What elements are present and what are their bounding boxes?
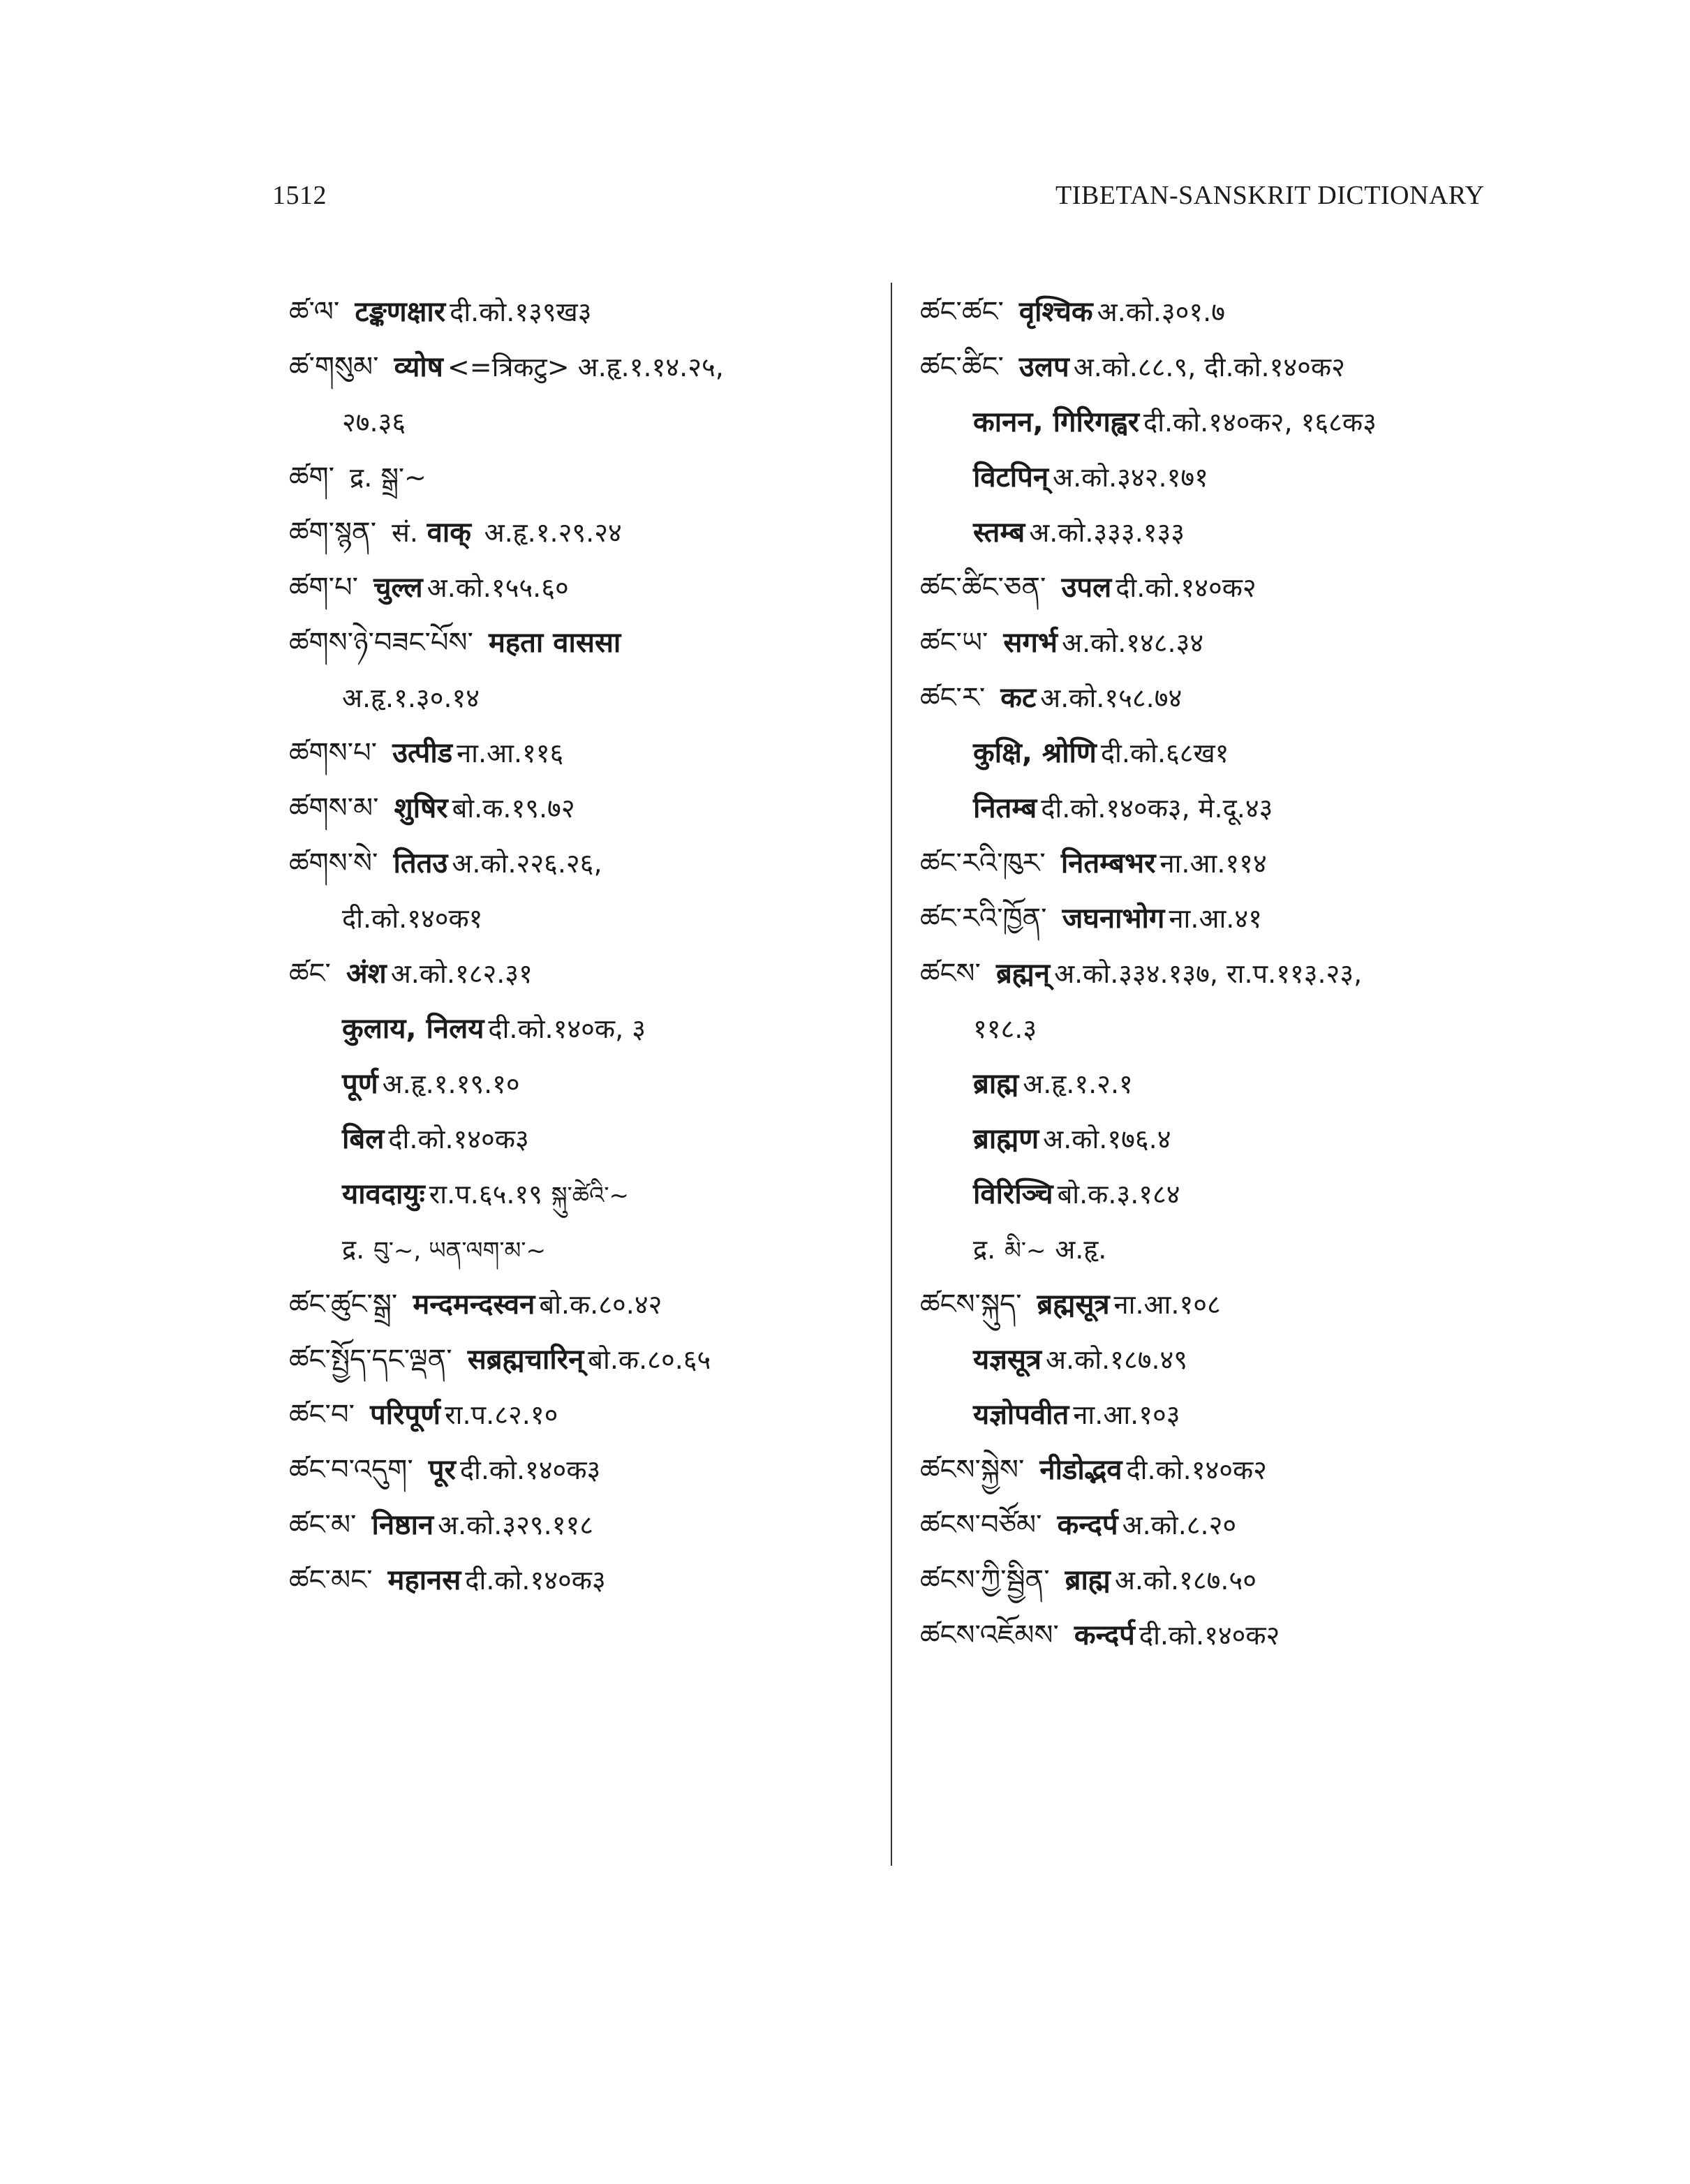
sanskrit-equivalent: कानन, गिरिगह्वर [973, 406, 1140, 438]
source-reference: अ.को.१५८.७४ [1040, 683, 1183, 713]
entry-continuation [920, 1332, 1534, 1388]
entry-continuation [289, 1002, 861, 1057]
entry-continuation [289, 1222, 861, 1277]
tibetan-headword: ཚང་རའི་ཁྱོན་ [920, 902, 1047, 935]
entry-continuation [920, 1388, 1534, 1443]
left-column [289, 285, 861, 1608]
sanskrit-equivalent: नितम्बभर [1060, 847, 1156, 879]
entry-continuation [920, 1112, 1534, 1167]
dictionary-entry [289, 285, 861, 340]
tibetan-headword: ཚང་ཚིང་ཅན་ [920, 572, 1046, 604]
tibetan-headword: ཚགས་མ་ [289, 792, 379, 824]
entry-continuation [920, 1222, 1534, 1277]
sanskrit-equivalent: कन्दर्प [1074, 1619, 1135, 1651]
sanskrit-equivalent: पूर्ण [342, 1068, 378, 1100]
sanskrit-equivalent: कन्दर्प [1057, 1509, 1118, 1541]
entry-continuation [920, 726, 1534, 781]
dictionary-entry [920, 671, 1534, 726]
source-reference: अ.को.३३४.१३७, रा.प.११३.२३, [1054, 958, 1363, 989]
page-number: 1512 [272, 181, 327, 210]
sanskrit-equivalent: सब्रह्मचारिन् [467, 1344, 584, 1376]
sanskrit-equivalent: महता वाससा [488, 627, 621, 659]
source-reference: दी.को.१४०क२ [1139, 1620, 1280, 1651]
tibetan-headword: ཚང་ཡ་ [920, 627, 988, 659]
sanskrit-equivalent: कुक्षि, श्रोणि [973, 737, 1097, 769]
tibetan-headword: ཚངས་སྐྱེས་ [920, 1454, 1025, 1486]
tibetan-headword: ཚག་ [289, 461, 335, 493]
dictionary-entry [920, 836, 1534, 891]
dictionary-entry [920, 1443, 1534, 1498]
sanskrit-equivalent: विरिञ्चि [973, 1178, 1053, 1210]
source-reference: अ.को.३०१.७ [1097, 297, 1225, 327]
entry-continuation [920, 450, 1534, 505]
entry-continuation [289, 1112, 861, 1167]
sanskrit-equivalent: मन्दमन्दस्वन [413, 1288, 535, 1321]
source-reference: अ.को.८.२० [1122, 1510, 1237, 1540]
source-reference: द्र. སྒྲ་~ [350, 462, 427, 493]
sanskrit-equivalent: व्योष [394, 351, 443, 383]
sanskrit-equivalent: उपल [1061, 572, 1112, 604]
source-reference: बो.क.१९.७२ [452, 793, 575, 824]
entry-continuation [289, 1167, 861, 1222]
dictionary-entry [289, 505, 861, 560]
source-reference: अ.को.८८.९, दी.को.१४०क२ [1073, 352, 1345, 382]
entry-continuation [920, 505, 1534, 560]
sanskrit-equivalent: उत्पीड [392, 737, 453, 769]
tibetan-headword: ཚངས་ཀྱི་སྦྱིན་ [920, 1564, 1050, 1596]
entry-continuation [920, 1002, 1534, 1057]
sanskrit-equivalent: निष्ठान [371, 1509, 434, 1541]
tibetan-headword: ཚག་པ་ [289, 572, 359, 604]
source-reference: अ.को.१८७.५० [1114, 1565, 1257, 1596]
entry-continuation [920, 781, 1534, 836]
source-reference: ११८.३ [973, 1013, 1037, 1044]
source-reference: अ.को.३४२.१७१ [1053, 462, 1208, 493]
source-reference: दी.को.६८ख१ [1100, 738, 1229, 768]
dictionary-entry [920, 891, 1534, 946]
sanskrit-equivalent: ब्राह्म [973, 1068, 1019, 1100]
dictionary-entry [920, 1553, 1534, 1608]
source-reference: दी.को.१४०क२, १६८क३ [1143, 407, 1377, 438]
source-reference: दी.को.१४०क१ [342, 903, 483, 934]
source-reference: ना.आ.११६ [457, 738, 564, 768]
sanskrit-equivalent: चुल्ल [373, 572, 423, 604]
sanskrit-equivalent: कट [1000, 682, 1037, 714]
tibetan-headword: ཚང་ཚིང་ [920, 351, 1004, 383]
source-reference: अ.को.१७६.४ [1043, 1124, 1171, 1154]
sanskrit-equivalent: वृश्चिक [1018, 296, 1093, 328]
dictionary-entry [289, 340, 861, 395]
tibetan-headword: ཚགས་པ་ [289, 737, 378, 769]
sanskrit-equivalent: ब्राह्म [1065, 1564, 1111, 1596]
source-reference: अ.को.३३३.१३३ [1029, 517, 1185, 548]
source-reference: दी.को.१४०क३ [388, 1124, 529, 1154]
sanskrit-equivalent: अंश [346, 958, 387, 990]
source-reference: अ.हृ. [1055, 1234, 1107, 1265]
sanskrit-equivalent: महानस [387, 1564, 461, 1596]
sanskrit-equivalent: टङ्कणक्षार [355, 296, 446, 328]
source-reference: अ.को.२२६.२६, [452, 848, 602, 879]
entry-continuation [289, 395, 861, 450]
column-divider [891, 283, 892, 1866]
dictionary-entry [289, 946, 861, 1002]
tibetan-crossref: བུ་~, ཡན་ལག་མ་~ [373, 1237, 547, 1265]
dictionary-entry [289, 1388, 861, 1443]
source-reference: ना.आ.११४ [1159, 848, 1267, 879]
tibetan-headword: ཚངས་སྐུད་ [920, 1288, 1022, 1321]
dictionary-entry [289, 560, 861, 616]
sanskrit-equivalent: सगर्भ [1003, 627, 1058, 659]
entry-continuation [289, 671, 861, 726]
sanskrit-equivalent: परिपूर्ण [370, 1399, 441, 1431]
tibetan-headword: ཚངས་ [920, 958, 981, 990]
tibetan-headword: ཚངས་བཙོམ་ [920, 1509, 1042, 1541]
source-reference: दी.को.१४०क२ [1126, 1455, 1267, 1485]
tibetan-headword: ཚང་སྤྱོད་དང་ལྡན་ [289, 1344, 452, 1376]
sanskrit-equivalent: पूर [428, 1454, 456, 1486]
tibetan-crossref: མི་~ [1004, 1237, 1046, 1265]
source-reference: बो.क.८०.६५ [588, 1344, 711, 1375]
source-reference: अ.हृ.१.१९.१० [382, 1069, 520, 1099]
dictionary-entry [920, 1498, 1534, 1553]
sanskrit-equivalent: ब्रह्मसूत्र [1037, 1288, 1110, 1321]
entry-continuation [920, 1057, 1534, 1112]
source-reference: रा.प.६५.१९ [429, 1179, 542, 1210]
dictionary-entry [920, 340, 1534, 395]
tibetan-headword: ཚང་རའི་ཁུར་ [920, 847, 1046, 879]
dictionary-entry [920, 285, 1534, 340]
sanskrit-equivalent: यज्ञसूत्र [973, 1344, 1042, 1376]
entry-continuation [289, 1057, 861, 1112]
source-reference: दी.को.१४०क, ३ [488, 1013, 646, 1044]
dictionary-entry [289, 1332, 861, 1388]
tibetan-headword: ཚང་ཚུང་སྒྲ་ [289, 1288, 398, 1321]
entry-continuation [920, 1167, 1534, 1222]
source-reference: अ.हृ.१.२९.२४ [484, 517, 622, 548]
sanskrit-equivalent: शुषिर [394, 792, 448, 824]
dictionary-entry [920, 946, 1534, 1002]
source-reference: अ.हृ.१.३०.१४ [342, 683, 480, 713]
source-reference: दी.को.१४०क३, मे.दू.४३ [1041, 793, 1273, 824]
dictionary-entry [289, 1443, 861, 1498]
sanskrit-equivalent: वाक् [427, 517, 471, 549]
source-reference: दी.को.१४०क२ [1115, 572, 1257, 603]
entry-continuation [920, 395, 1534, 450]
source-reference: द्र. [342, 1234, 365, 1265]
tibetan-headword: ཚང་ [289, 958, 331, 990]
sanskrit-equivalent: यज्ञोपवीत [973, 1399, 1069, 1431]
source-reference: २७.३६ [342, 407, 406, 438]
source-reference: अ.को.१८७.४९ [1045, 1344, 1188, 1375]
sanskrit-equivalent: बिल [342, 1123, 385, 1155]
source-reference: ना.आ.१०३ [1073, 1399, 1180, 1430]
dictionary-entry [920, 1608, 1534, 1663]
dictionary-entry [289, 836, 861, 891]
dictionary-entry [920, 1277, 1534, 1332]
source-reference: अ.को.१५५.६० [427, 572, 569, 603]
dictionary-entry [920, 560, 1534, 616]
tibetan-headword: ཚགས་ཉེ་བཟང་པོས་ [289, 627, 473, 659]
sanskrit-equivalent: नितम्ब [973, 792, 1037, 824]
source-reference: ना.आ.४१ [1169, 903, 1262, 934]
tibetan-headword: ཚངས་འཇོམས་ [920, 1619, 1059, 1651]
sanskrit-equivalent: विटपिन् [973, 461, 1049, 493]
source-reference: रा.प.८२.१० [445, 1399, 558, 1430]
tibetan-headword: ཚང་ར་ [920, 682, 986, 714]
source-reference: अ.को.१४८.३४ [1062, 627, 1204, 658]
tibetan-headword: ཚ་གསུམ་ [289, 351, 379, 383]
source-reference: सं. [392, 517, 418, 548]
source-reference: ना.आ.१०८ [1113, 1289, 1221, 1320]
tibetan-headword: ཚང་ཚང་ [920, 296, 1004, 328]
tibetan-crossref: སྐུ་ཚེའི་~ [551, 1182, 630, 1210]
sanskrit-equivalent: ब्राह्मण [973, 1123, 1039, 1155]
tibetan-headword: ཚག་སྙན་ [289, 517, 377, 549]
sanskrit-equivalent: उलप [1018, 351, 1069, 383]
sanskrit-equivalent: यावदायुः [342, 1178, 425, 1210]
dictionary-entry [289, 1553, 861, 1608]
source-reference: अ.को.३२९.११८ [438, 1510, 593, 1540]
dictionary-entry [289, 1498, 861, 1553]
source-reference: अ.हृ.१.२.१ [1023, 1069, 1133, 1099]
tibetan-headword: ཚང་བ་འདུག་ [289, 1454, 413, 1486]
sanskrit-equivalent: तितउ [393, 847, 448, 879]
sanskrit-equivalent: नीडोद्भव [1039, 1454, 1122, 1486]
right-column [920, 285, 1534, 1663]
source-reference: <=त्रिकटु> अ.हृ.१.१४.२५, [447, 352, 724, 382]
running-title: TIBETAN-SANSKRIT DICTIONARY [1055, 181, 1485, 210]
source-reference: बो.क.८०.४२ [539, 1289, 662, 1320]
dictionary-entry [289, 726, 861, 781]
source-reference: अ.को.१८२.३१ [390, 958, 533, 989]
source-reference: द्र. [973, 1234, 996, 1265]
tibetan-headword: ཚ་ལ་ [289, 296, 340, 328]
dictionary-entry [289, 781, 861, 836]
entry-continuation [289, 891, 861, 946]
tibetan-headword: ཚང་མང་ [289, 1564, 373, 1596]
tibetan-headword: ཚང་བ་ [289, 1399, 355, 1431]
source-reference: बो.क.३.१८४ [1057, 1179, 1180, 1210]
dictionary-entry [289, 450, 861, 505]
sanskrit-equivalent: जघनाभोग [1062, 902, 1165, 935]
dictionary-entry [289, 616, 861, 671]
tibetan-headword: ཚང་མ་ [289, 1509, 357, 1541]
dictionary-entry [920, 616, 1534, 671]
source-reference: दी.को.१४०क३ [465, 1565, 606, 1596]
sanskrit-equivalent: ब्रह्मन् [995, 958, 1051, 990]
dictionary-entry [289, 1277, 861, 1332]
tibetan-headword: ཚགས་སེ་ [289, 847, 378, 879]
source-reference: दी.को.१३९ख३ [450, 297, 592, 327]
sanskrit-equivalent: कुलाय, निलय [342, 1013, 484, 1045]
source-reference: दी.को.१४०क३ [459, 1455, 601, 1485]
sanskrit-equivalent: स्तम्ब [973, 517, 1025, 549]
